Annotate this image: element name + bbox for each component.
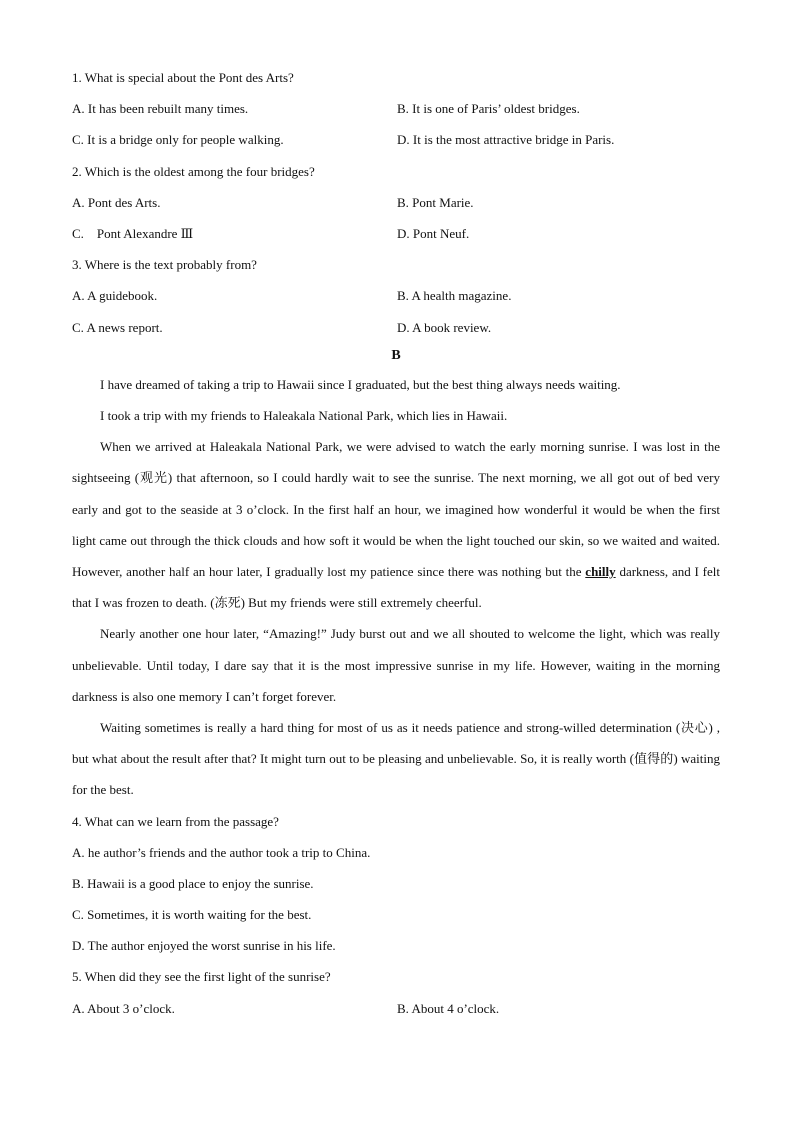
q1-option-a: A. It has been rebuilt many times. bbox=[72, 101, 249, 117]
q2-option-a: A. Pont des Arts. bbox=[72, 194, 161, 210]
question-3: 3. Where is the text probably from? bbox=[72, 257, 257, 273]
q2-option-d: D. Pont Neuf. bbox=[397, 225, 470, 241]
q2-option-b: B. Pont Marie. bbox=[397, 194, 474, 210]
q5-option-a: A. About 3 o’clock. bbox=[72, 1000, 175, 1016]
question-1-options-row-2 bbox=[72, 124, 720, 155]
worksheet-page bbox=[72, 62, 720, 1024]
q5-option-b: B. About 4 o’clock. bbox=[397, 1000, 500, 1016]
paragraph-3-text-end: darkness, and I felt that I was frozen to death. (冻死) But my friends were still extremely cheerful. bbox=[72, 563, 720, 611]
question-2: 2. Which is the oldest among the four bridges? bbox=[72, 163, 315, 179]
q3-option-c: C. A news report. bbox=[72, 319, 163, 335]
q4-option-c: C. Sometimes, it is worth waiting for the best. bbox=[72, 907, 312, 923]
question-3-options-row-1 bbox=[72, 280, 720, 311]
question-3-options-row-2 bbox=[72, 312, 720, 343]
underlined-keyword-chilly: chilly bbox=[585, 563, 616, 579]
passage-paragraph-4: Nearly another one hour later, “Amazing!” Judy burst out and we all shouted to welcome the light, which was really unbelievable. Until today, I dare say that it is the most impressive sunrise in my life. However, waiting in the morning darkness is also one memory I can’t forget forever. bbox=[72, 626, 720, 704]
passage-paragraph-1: I have dreamed of taking a trip to Hawaii since I graduated, but the best thing always needs waiting. bbox=[100, 376, 621, 392]
passage-paragraph-2: I took a trip with my friends to Haleakala National Park, which lies in Hawaii. bbox=[100, 407, 508, 423]
q2-option-c: C. Pont Alexandre Ⅲ bbox=[72, 225, 194, 241]
q1-option-d: D. It is the most attractive bridge in Paris. bbox=[397, 132, 615, 148]
q4-option-d: D. The author enjoyed the worst sunrise in his life. bbox=[72, 938, 336, 954]
question-5-options-row-1 bbox=[72, 993, 720, 1024]
q3-option-d: D. A book review. bbox=[397, 319, 492, 335]
q3-option-b: B. A health magazine. bbox=[397, 288, 512, 304]
q1-option-c: C. It is a bridge only for people walking. bbox=[72, 132, 284, 148]
question-4: 4. What can we learn from the passage? bbox=[72, 813, 279, 829]
question-5: 5. When did they see the first light of the sunrise? bbox=[72, 969, 331, 985]
question-2-options-row-2 bbox=[72, 218, 720, 249]
question-1-options-row-1 bbox=[72, 93, 720, 124]
paragraph-3-text-start: When we arrived at Haleakala National Park, we were advised to watch the early morning sunrise. I was lost in the sightseeing (观光) that afternoon, so I could hardly wait to see the sunrise. The next morning, we all got out of bed very early and got to the seaside at 3 o’clock. In the first half an hour, we imagined how wonderful it would be when the first light came out through the thick clouds and how soft it would be when the light touched our skin, so we waited and waited. However, another half an hour later, I gradually lost my patience since there was nothing but the bbox=[72, 439, 720, 579]
q4-option-b: B. Hawaii is a good place to enjoy the sunrise. bbox=[72, 875, 314, 891]
passage-paragraph-5: Waiting sometimes is really a hard thing for most of us as it needs patience and strong-willed determination (决心) , but what about the result after that? It might turn out to be pleasing and unbelievable. So, it is really worth (值得的) waiting for the best. bbox=[72, 719, 720, 798]
q4-option-a: A. he author’s friends and the author took a trip to China. bbox=[72, 844, 371, 860]
question-1: 1. What is special about the Pont des Arts? bbox=[72, 70, 294, 85]
q3-option-a: A. A guidebook. bbox=[72, 288, 158, 304]
question-2-options-row-1 bbox=[72, 187, 720, 218]
section-b-title: B bbox=[391, 347, 401, 363]
passage-paragraph-3 bbox=[72, 431, 720, 618]
q1-option-b: B. It is one of Paris’ oldest bridges. bbox=[397, 101, 580, 117]
